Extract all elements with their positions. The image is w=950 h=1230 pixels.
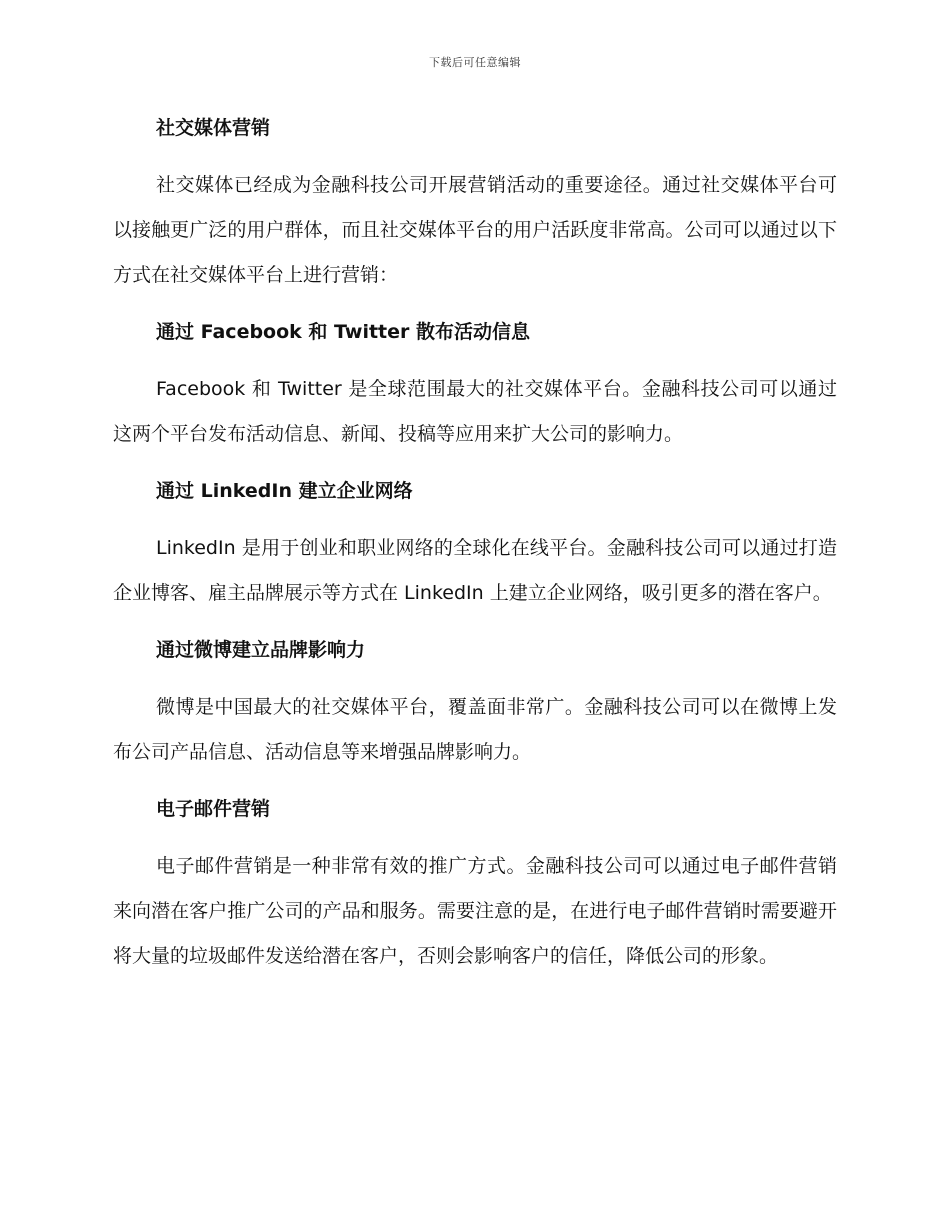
section-paragraph-weibo: 微博是中国最大的社交媒体平台，覆盖面非常广。金融科技公司可以在微博上发布公司产品信息、活动信息等来增强品牌影响力。: [113, 696, 837, 763]
section-heading-weibo: 通过微博建立品牌影响力: [156, 639, 366, 661]
document-body: [113, 112, 837, 1003]
section-heading-facebook-twitter: 通过 Facebook 和 Twitter 散布活动信息: [156, 321, 530, 343]
section-paragraph-facebook-twitter: Facebook 和 Twitter 是全球范围最大的社交媒体平台。金融科技公司可以通过这两个平台发布活动信息、新闻、投稿等应用来扩大公司的影响力。: [113, 378, 837, 445]
page-header: 下载后可任意编辑: [429, 56, 521, 69]
section-heading-email: 电子邮件营销: [156, 798, 271, 820]
section-heading-social-media: 社交媒体营销: [156, 117, 271, 139]
section-paragraph-email: 电子邮件营销是一种非常有效的推广方式。金融科技公司可以通过电子邮件营销来向潜在客户推广公司的产品和服务。需要注意的是，在进行电子邮件营销时需要避开将大量的垃圾邮件发送给潜在客户，否则会影响客户的信任，降低公司的形象。: [113, 855, 837, 967]
section-paragraph-linkedin: LinkedIn 是用于创业和职业网络的全球化在线平台。金融科技公司可以通过打造企业博客、雇主品牌展示等方式在 LinkedIn 上建立企业网络，吸引更多的潜在客户。: [113, 537, 837, 604]
section-paragraph-social-media: 社交媒体已经成为金融科技公司开展营销活动的重要途径。通过社交媒体平台可以接触更广泛的用户群体，而且社交媒体平台的用户活跃度非常高。公司可以通过以下方式在社交媒体平台上进行营销：: [113, 174, 837, 286]
section-heading-linkedin: 通过 LinkedIn 建立企业网络: [156, 480, 413, 502]
